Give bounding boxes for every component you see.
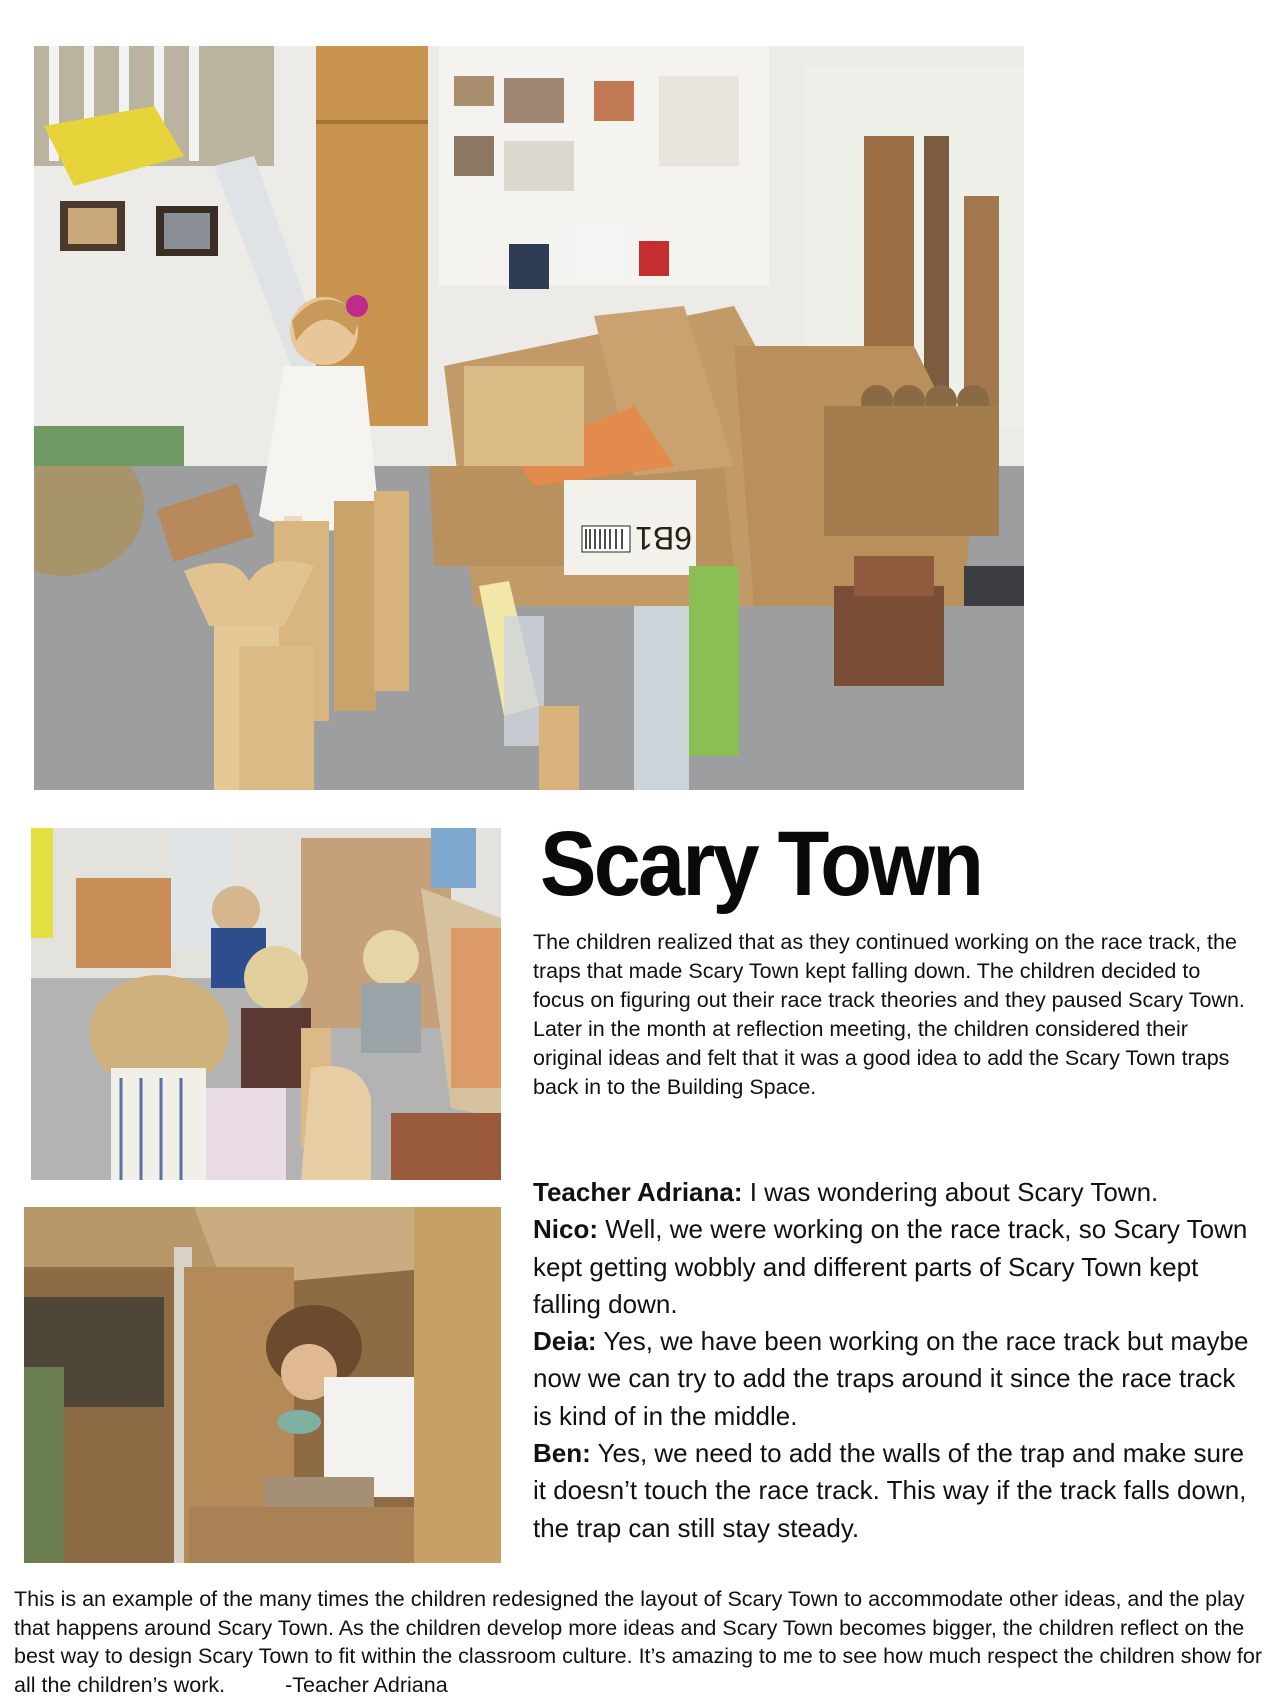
- reflection-text: This is an example of the many times the children redesigned the layout of Scary Town to accommodate other ideas, and the play that happens around Scary Town. As the children develop more ideas and Scary Town becomes bigger, the children reflect on the best way to design Scary Town to fit within the classroom culture. It’s amazing to me to see how much respect the children show for all the children’s work.: [14, 1587, 1262, 1697]
- main-photo: [34, 46, 1024, 790]
- speaker-name: Ben:: [533, 1438, 591, 1469]
- dialogue-line: [533, 1435, 1253, 1547]
- dialogue-line: [533, 1323, 1253, 1435]
- speaker-text: I was wondering about Scary Town.: [742, 1177, 1159, 1207]
- speaker-text: Yes, we need to add the walls of the trap and make sure it doesn’t touch the race track. This way if the track falls down, the trap can still stay steady.: [533, 1438, 1247, 1543]
- dialogue-line: [533, 1174, 1253, 1211]
- box-label: 6B1: [635, 520, 692, 556]
- speaker-text: Well, we were working on the race track, so Scary Town kept getting wobbly and different parts of Scary Town kept falling down.: [533, 1214, 1248, 1319]
- intro-paragraph: The children realized that as they continued working on the race track, the traps that made Scary Town kept falling down. The children decided to focus on figuring out their race track theories and they paused Scary Town. Later in the month at reflection meeting, the children considered their original ideas and felt that it was a good idea to add the Scary Town traps back in to the Building Space.: [533, 930, 1245, 1099]
- page-title: Scary Town: [540, 813, 982, 915]
- children-building-photo: [31, 828, 501, 1180]
- dialogue-line: [533, 1211, 1253, 1323]
- dialogue: [533, 1174, 1253, 1547]
- reflection-paragraph: [14, 1585, 1264, 1699]
- boy-inside-structure-photo: [24, 1207, 501, 1563]
- speaker-name: Nico:: [533, 1214, 598, 1245]
- speaker-name: Deia:: [533, 1326, 597, 1357]
- signature: -Teacher Adriana: [285, 1672, 448, 1697]
- speaker-name: Teacher Adriana:: [533, 1177, 743, 1207]
- speaker-text: Yes, we have been working on the race track but maybe now we can try to add the traps around it since the race track is kind of in the middle.: [533, 1326, 1249, 1431]
